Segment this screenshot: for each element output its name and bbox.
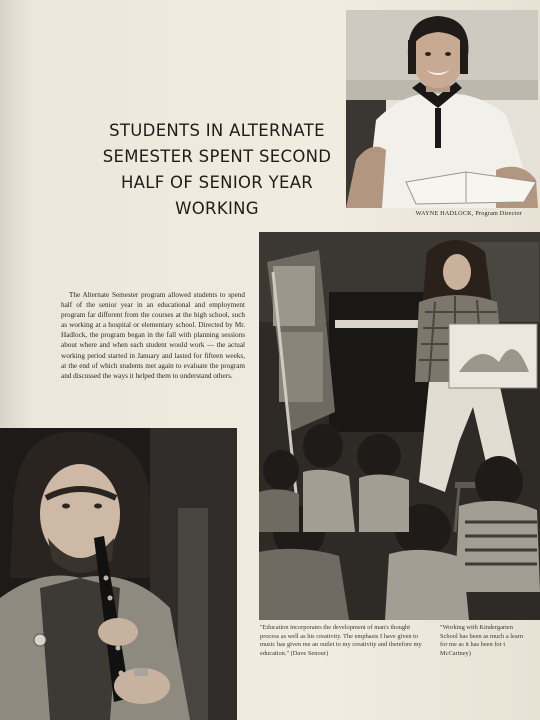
heading-line-2: SEMESTER SPENT SECOND [102, 147, 332, 166]
director-portrait-photo [346, 10, 538, 208]
student-playing-clarinet-photo [0, 428, 237, 720]
quote-dave-senour: "Education incorporates the development of man's thought process as well as his creativity. The emphasis I have given to music has given me an outlet to my creativity and therefore my education." (Dave Senour) [260, 624, 422, 657]
body-paragraph: The Alternate Semester program allowed students to spend half of the senior year in an educational and employment program far different from the courses at the high school, such as working at a hospital or elementary school. Directed by Mr. Hadlock, the program began in the fall with planning sessions about where and when each student would work — the actual working period started in January and lasted for fifteen weeks, at the end of which students met again to evaluate the program and discussed the ways it helped them to understand others. [61, 291, 245, 380]
quote-right-line-3: for me as it has been for t [440, 641, 506, 648]
quote-right-line-4: McCartney) [440, 649, 471, 657]
heading-line-3: HALF OF SENIOR YEAR [120, 173, 314, 192]
quote-right-line-1: "Working with Kindergarten [440, 624, 513, 631]
page-heading [92, 118, 342, 222]
quote-right-line-2: School has been as much a learn [440, 632, 524, 640]
heading-line-1: STUDENTS IN ALTERNATE [109, 121, 325, 140]
student-reading-to-children-photo [259, 232, 540, 620]
quote-mccartney [440, 624, 540, 658]
heading-line-4: WORKING [175, 199, 259, 218]
director-photo-caption: WAYNE HADLOCK, Program Director [415, 210, 522, 217]
